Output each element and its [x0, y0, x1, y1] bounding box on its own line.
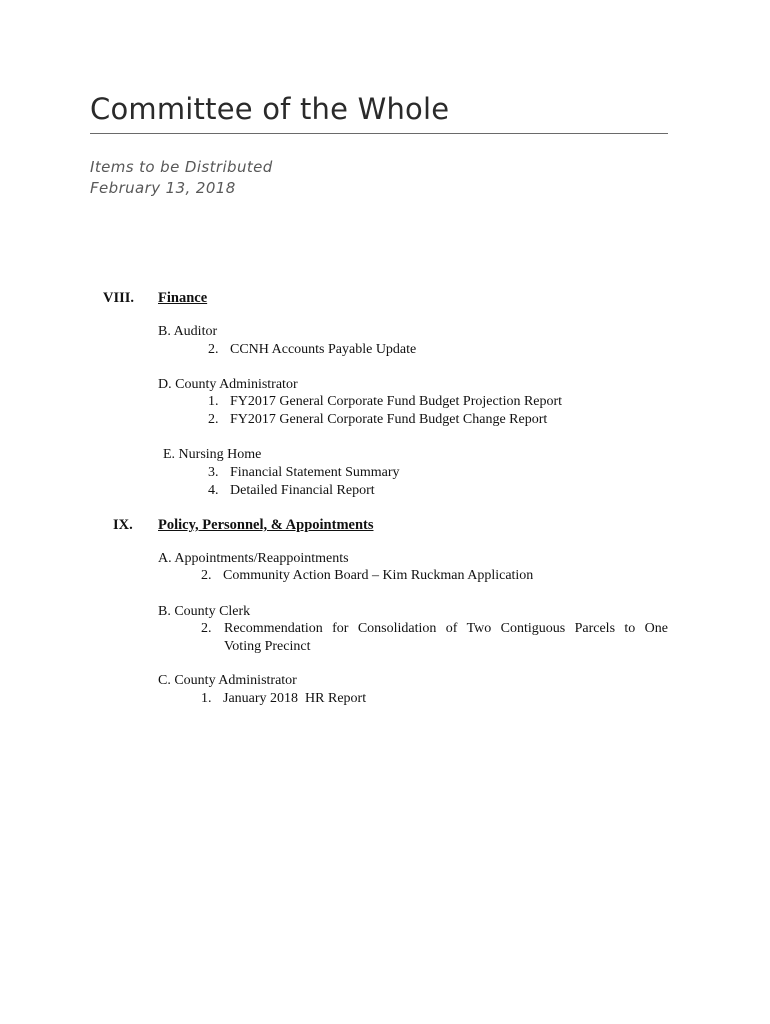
- subtitle-items-distributed: Items to be Distributed: [90, 158, 273, 176]
- section-numeral: IX.: [113, 517, 133, 533]
- item-number: 2.: [208, 412, 219, 427]
- list-item: [208, 482, 375, 500]
- item-text: Detailed Financial Report: [230, 483, 375, 498]
- item-text: Recommendation for Consolidation of Two Contiguous Parcels to One: [224, 621, 668, 636]
- list-item: [208, 411, 547, 429]
- item-number: 4.: [208, 483, 219, 498]
- section-title-finance: Finance: [158, 290, 208, 306]
- subtitle-date: February 13, 2018: [90, 179, 236, 197]
- item-number: 3.: [208, 465, 219, 480]
- item-number: 2.: [201, 621, 212, 636]
- group-label-nursing-home: E. Nursing Home: [163, 447, 262, 462]
- group-label-county-clerk: B. County Clerk: [158, 604, 251, 619]
- item-number: 1.: [208, 394, 219, 409]
- title-rule: [90, 133, 668, 134]
- section-title-policy-personnel-appointments: Policy, Personnel, & Appointments: [158, 517, 374, 533]
- group-label-auditor: B. Auditor: [158, 324, 218, 339]
- page-title: Committee of the Whole: [90, 92, 450, 126]
- item-text-continuation: Voting Precinct: [224, 639, 311, 654]
- item-text: FY2017 General Corporate Fund Budget Change Report: [230, 412, 548, 427]
- list-item: [208, 341, 416, 359]
- section-numeral: VIII.: [103, 290, 135, 306]
- list-item: [201, 567, 533, 585]
- group-label-county-administrator: D. County Administrator: [158, 377, 298, 392]
- group-label-appointments: A. Appointments/Reappointments: [158, 551, 349, 566]
- item-number: 1.: [201, 691, 212, 706]
- item-text: Financial Statement Summary: [230, 465, 400, 480]
- item-number: 2.: [208, 342, 219, 357]
- list-item: [201, 690, 366, 708]
- list-item: [208, 464, 400, 482]
- item-number: 2.: [201, 568, 212, 583]
- item-text: January 2018 HR Report: [223, 691, 367, 706]
- item-text: FY2017 General Corporate Fund Budget Projection Report: [230, 394, 563, 409]
- item-text: CCNH Accounts Payable Update: [230, 342, 417, 357]
- group-label-county-administrator: C. County Administrator: [158, 673, 297, 688]
- list-item: [208, 393, 562, 411]
- item-text: Community Action Board – Kim Ruckman Application: [223, 568, 534, 583]
